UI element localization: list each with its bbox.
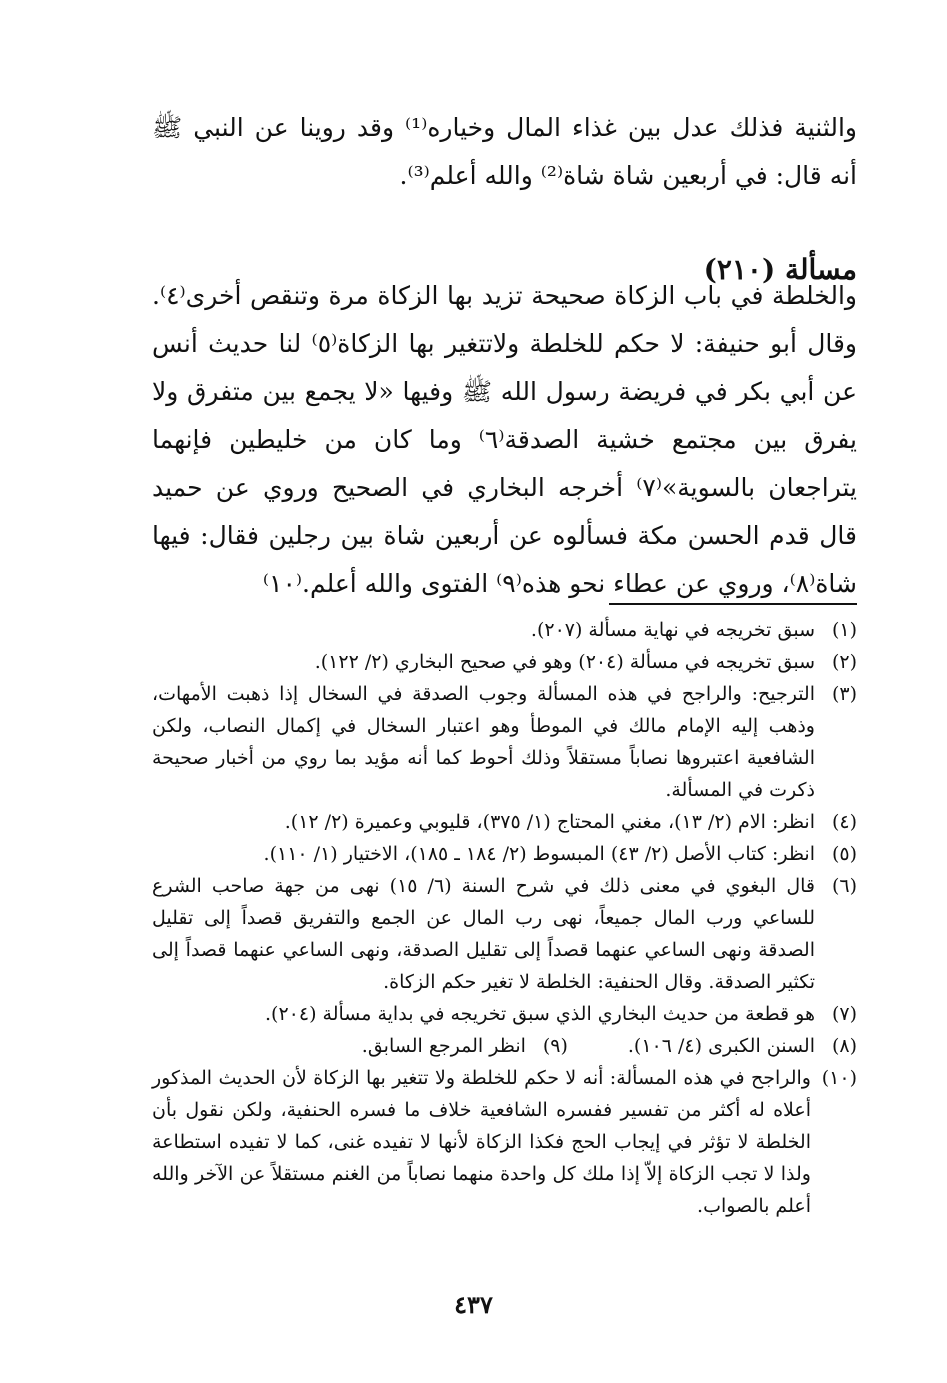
footnote-number: (٥) xyxy=(831,843,857,865)
footnote-number: (٧) xyxy=(831,1003,857,1025)
footnote-text: سبق تخريجه في نهاية مسألة (٢٠٧). xyxy=(530,619,815,641)
footnote-number: (٤) xyxy=(831,811,857,833)
footnote-number: (١) xyxy=(831,619,857,641)
main-paragraph: والخلطة في باب الزكاة صحيحة تزيد بها الزكاة مرة وتنقص أخرى⁽٤⁾. وقال أبو حنيفة: لا حكم للخلطة ولاتتغير بها الزكاة⁽٥⁾ لنا حديث أنس عن أبي بكر في فريضة رسول الله ﷺ وفيها «لا يجمع بين متفرق ولا يفرق بين مجتمع خشية الصدقة⁽٦⁾ وما كان من خليطين فإنهما يتراجعان بالسوية»⁽٧⁾ أخرجه البخاري في الصحيح وروي عن حميد قال قدم الحسن مكة فسألوه عن أربعين شاة بين رجلين فقال: فيها شاة⁽٨⁾، وروي عن عطاء نحو هذه⁽٩⁾ الفتوى والله أعلم.⁽١٠⁾ xyxy=(152,281,858,598)
footnote-item xyxy=(152,998,857,1030)
footnote-item xyxy=(152,838,857,870)
intro-text xyxy=(152,104,857,200)
main-text xyxy=(152,272,857,608)
footnote-item xyxy=(152,678,857,806)
footnote-divider xyxy=(609,603,857,605)
footnote-item xyxy=(152,614,857,646)
footnote-text: انظر المرجع السابق. xyxy=(361,1035,526,1057)
footnote-item xyxy=(152,646,857,678)
footnote-number: (٨) xyxy=(831,1035,857,1057)
footnote-number: (٢) xyxy=(831,651,857,673)
footnote-text: هو قطعة من حديث البخاري الذي سبق تخريجه في بداية مسألة (٢٠٤). xyxy=(265,1003,815,1025)
footnote-text: قال البغوي في معنى ذلك في شرح السنة (٦/ ١٥) نهى من جهة صاحب الشرع للساعي ورب المال جميعاً، نهى رب المال عن الجمع والتفريق قصداً إلى تقليل الصدقة ونهى الساعي عنهما قصداً إلى تقليل الصدقة، ونهى الساعي عنهما قصداً إلى تكثير الصدقة. وقال الحنفية: الخلطة لا تغير حكم الزكاة. xyxy=(152,875,815,993)
footnotes xyxy=(152,614,857,1222)
footnote-text: الترجيح: والراجح في هذه المسألة وجوب الصدقة في السخال إذا ذهبت الأمهات، وذهب إليه الإمام مالك في الموطأ وهو اعتبار السخال في إكمال النصاب، ولكن الشافعية اعتبروها نصاباً مستقلاً وذلك أحوط كما أنه مؤيد بما روي من أخبار صحيحة ذكرت في المسألة. xyxy=(152,683,815,801)
issue-heading: مسألة (٢١٠) xyxy=(703,253,857,286)
footnote-item xyxy=(152,1062,857,1222)
footnote-pair-second xyxy=(362,1030,568,1062)
footnote-number: (٩) xyxy=(542,1035,568,1057)
footnote-text: السنن الكبرى (٤/ ١٠٦). xyxy=(627,1035,815,1057)
footnote-text: انظر: كتاب الأصل (٢/ ٤٣) المبسوط (٢/ ١٨٤ ـ ١٨٥)، الاختيار (١/ ١١٠). xyxy=(263,843,815,865)
footnote-text: والراجح في هذه المسألة: أنه لا حكم للخلطة ولا تتغير بها الزكاة لأن الحديث المذكور أعلاه له أكثر من تفسير ففسره الشافعية خلاف ما فسره الحنفية، ولكن نقول بأن الخلطة لا تؤثر في إيجاب الحج فكذا الزكاة لأنها لا تفيده غنى، كما لا تفيده استطاعة ولذا لا تجب الزكاة إلاّ إذا ملك كل واحدة منهما نصاباً من الغنم مستقلاً عن الآخر والله أعلم بالصواب. xyxy=(152,1067,811,1217)
footnote-item xyxy=(152,870,857,998)
page-number: ٤٣٧ xyxy=(454,1290,493,1319)
intro-paragraph: والثنية فذلك عدل بين غذاء المال وخياره⁽¹⁾ وقد روينا عن النبي ﷺ أنه قال: في أربعين شاة شاة⁽²⁾ والله أعلم⁽³⁾. xyxy=(152,113,858,190)
footnote-number: (٣) xyxy=(831,683,857,705)
footnote-item xyxy=(152,806,857,838)
footnote-number: (٦) xyxy=(831,875,857,897)
footnote-pair xyxy=(152,1030,857,1062)
footnote-number: (١٠) xyxy=(821,1067,857,1089)
footnote-text: سبق تخريجه في مسألة (٢٠٤) وهو في صحيح البخاري (٢/ ١٢٢). xyxy=(314,651,815,673)
footnote-text: انظر: الام (٢/ ١٣)، مغني المحتاج (١/ ٣٧٥)، قليوبي وعميرة (٢/ ١٢). xyxy=(284,811,815,833)
